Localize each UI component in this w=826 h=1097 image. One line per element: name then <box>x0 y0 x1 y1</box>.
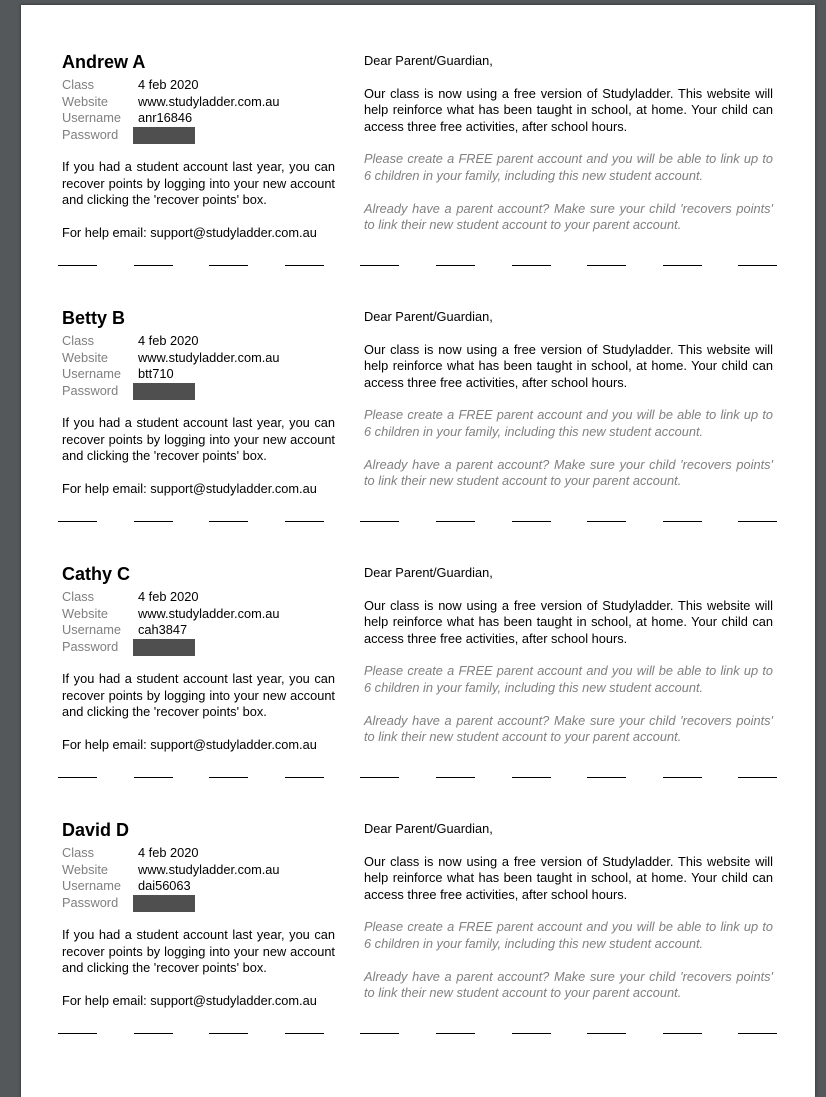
parent-letter <box>364 309 773 490</box>
password-redacted <box>133 383 195 400</box>
cut-line <box>58 1033 778 1034</box>
cut-line-segment <box>58 521 97 522</box>
cut-line <box>58 265 778 266</box>
student-details <box>62 51 335 241</box>
letter-intro: Our class is now using a free version of Studyladder. This website will help reinforce what has been taught in school, at home. Your child can access three free activities, after school hours. <box>364 853 773 902</box>
password-label: Password <box>62 638 119 654</box>
website-value: www.studyladder.com.au <box>138 605 280 621</box>
cut-line-segment <box>663 265 702 266</box>
letter-already-have: Already have a parent account? Make sure your child 'recovers points' to link their new student account to your parent account. <box>364 200 773 233</box>
username-value: cah3847 <box>138 622 188 637</box>
username-label: Username <box>62 110 122 125</box>
password-label: Password <box>62 894 119 910</box>
letter-already-have: Already have a parent account? Make sure your child 'recovers points' to link their new student account to your parent account. <box>364 712 773 745</box>
username-value: dai56063 <box>138 878 191 893</box>
class-label: Class <box>62 845 94 860</box>
website-value: www.studyladder.com.au <box>138 861 280 877</box>
website-value: www.studyladder.com.au <box>138 93 280 109</box>
cut-line-segment <box>360 1033 399 1034</box>
username-row <box>62 366 335 383</box>
cut-line-segment <box>738 521 777 522</box>
student-details <box>62 563 335 753</box>
student-name: Cathy C <box>62 564 131 584</box>
letter-already-have: Already have a parent account? Make sure your child 'recovers points' to link their new student account to your parent account. <box>364 456 773 489</box>
password-redacted <box>133 639 195 656</box>
class-value: 4 feb 2020 <box>138 589 199 604</box>
website-row <box>62 862 335 879</box>
help-email-text: For help email: support@studyladder.com.au <box>62 480 317 496</box>
website-row <box>62 94 335 111</box>
cut-line-segment <box>663 1033 702 1034</box>
letter-greeting: Dear Parent/Guardian, <box>364 821 493 836</box>
parent-letter <box>364 53 773 234</box>
password-row <box>62 383 335 400</box>
class-label: Class <box>62 589 94 604</box>
cut-line-segment <box>738 265 777 266</box>
website-label: Website <box>62 349 108 365</box>
help-email-text: For help email: support@studyladder.com.au <box>62 224 317 240</box>
letter-parent-account: Please create a FREE parent account and you will be able to link up to 6 children in your family, including this new student account. <box>364 151 773 183</box>
class-row <box>62 845 335 862</box>
student-name: David D <box>62 820 130 840</box>
class-row <box>62 589 335 606</box>
username-value: anr16846 <box>138 110 193 125</box>
class-row <box>62 77 335 94</box>
cut-line-segment <box>58 1033 97 1034</box>
website-label: Website <box>62 861 108 877</box>
cut-line <box>58 777 778 778</box>
student-name: Andrew A <box>62 52 146 72</box>
letter-intro: Our class is now using a free version of Studyladder. This website will help reinforce what has been taught in school, at home. Your child can access three free activities, after school hours. <box>364 341 773 390</box>
cut-line-segment <box>134 1033 173 1034</box>
cut-line <box>58 521 778 522</box>
student-name: Betty B <box>62 308 126 328</box>
cut-line-segment <box>360 265 399 266</box>
cut-line-segment <box>360 777 399 778</box>
class-value: 4 feb 2020 <box>138 845 199 860</box>
cut-line-segment <box>738 1033 777 1034</box>
cut-line-segment <box>209 1033 248 1034</box>
username-label: Username <box>62 878 122 893</box>
parent-letter <box>364 565 773 746</box>
cut-line-segment <box>285 777 324 778</box>
student-details <box>62 307 335 497</box>
recover-points-text: If you had a student account last year, you can recover points by logging into your new account and clicking the 'recover points' box. <box>62 671 335 720</box>
cut-line-segment <box>436 1033 475 1034</box>
website-row <box>62 350 335 367</box>
class-value: 4 feb 2020 <box>138 77 199 92</box>
cut-line-segment <box>436 777 475 778</box>
cut-line-segment <box>587 521 626 522</box>
cut-line-segment <box>512 265 551 266</box>
class-value: 4 feb 2020 <box>138 333 199 348</box>
letter-intro: Our class is now using a free version of Studyladder. This website will help reinforce what has been taught in school, at home. Your child can access three free activities, after school hours. <box>364 597 773 646</box>
student-card <box>21 819 815 1075</box>
letter-greeting: Dear Parent/Guardian, <box>364 309 493 324</box>
website-label: Website <box>62 93 108 109</box>
password-row <box>62 127 335 144</box>
password-redacted <box>133 127 195 144</box>
username-row <box>62 110 335 127</box>
username-row <box>62 622 335 639</box>
cut-line-segment <box>512 1033 551 1034</box>
cut-line-segment <box>134 521 173 522</box>
website-value: www.studyladder.com.au <box>138 349 280 365</box>
password-label: Password <box>62 382 119 398</box>
cut-line-segment <box>209 777 248 778</box>
cut-line-segment <box>209 265 248 266</box>
recover-points-text: If you had a student account last year, you can recover points by logging into your new account and clicking the 'recover points' box. <box>62 415 335 464</box>
letter-greeting: Dear Parent/Guardian, <box>364 53 493 68</box>
password-row <box>62 895 335 912</box>
cut-line-segment <box>587 777 626 778</box>
cut-line-segment <box>436 265 475 266</box>
cut-line-segment <box>663 777 702 778</box>
help-email-text: For help email: support@studyladder.com.au <box>62 736 317 752</box>
cut-line-segment <box>436 521 475 522</box>
website-row <box>62 606 335 623</box>
cut-line-segment <box>285 1033 324 1034</box>
help-email-text: For help email: support@studyladder.com.au <box>62 992 317 1008</box>
password-row <box>62 639 335 656</box>
cut-line-segment <box>285 521 324 522</box>
letter-already-have: Already have a parent account? Make sure your child 'recovers points' to link their new student account to your parent account. <box>364 968 773 1001</box>
class-label: Class <box>62 77 94 92</box>
student-details <box>62 819 335 1009</box>
letter-intro: Our class is now using a free version of Studyladder. This website will help reinforce what has been taught in school, at home. Your child can access three free activities, after school hours. <box>364 85 773 134</box>
recover-points-text: If you had a student account last year, you can recover points by logging into your new account and clicking the 'recover points' box. <box>62 159 335 208</box>
cut-line-segment <box>360 521 399 522</box>
parent-letter <box>364 821 773 1002</box>
cut-line-segment <box>58 265 97 266</box>
cut-line-segment <box>58 777 97 778</box>
password-label: Password <box>62 126 119 142</box>
letter-parent-account: Please create a FREE parent account and you will be able to link up to 6 children in your family, including this new student account. <box>364 663 773 695</box>
cut-line-segment <box>738 777 777 778</box>
username-label: Username <box>62 622 122 637</box>
cut-line-segment <box>209 521 248 522</box>
website-label: Website <box>62 605 108 621</box>
cut-line-segment <box>587 1033 626 1034</box>
cut-line-segment <box>285 265 324 266</box>
student-card <box>21 51 815 307</box>
class-row <box>62 333 335 350</box>
recover-points-text: If you had a student account last year, you can recover points by logging into your new account and clicking the 'recover points' box. <box>62 927 335 976</box>
username-label: Username <box>62 366 122 381</box>
password-redacted <box>133 895 195 912</box>
letter-greeting: Dear Parent/Guardian, <box>364 565 493 580</box>
username-row <box>62 878 335 895</box>
cut-line-segment <box>663 521 702 522</box>
cut-line-segment <box>134 777 173 778</box>
document-page <box>21 5 815 1097</box>
letter-parent-account: Please create a FREE parent account and you will be able to link up to 6 children in your family, including this new student account. <box>364 919 773 951</box>
letter-parent-account: Please create a FREE parent account and you will be able to link up to 6 children in your family, including this new student account. <box>364 407 773 439</box>
cut-line-segment <box>134 265 173 266</box>
cut-line-segment <box>512 777 551 778</box>
cut-line-segment <box>587 265 626 266</box>
cut-line-segment <box>512 521 551 522</box>
student-card <box>21 563 815 819</box>
class-label: Class <box>62 333 94 348</box>
username-value: btt710 <box>138 366 174 381</box>
student-card <box>21 307 815 563</box>
